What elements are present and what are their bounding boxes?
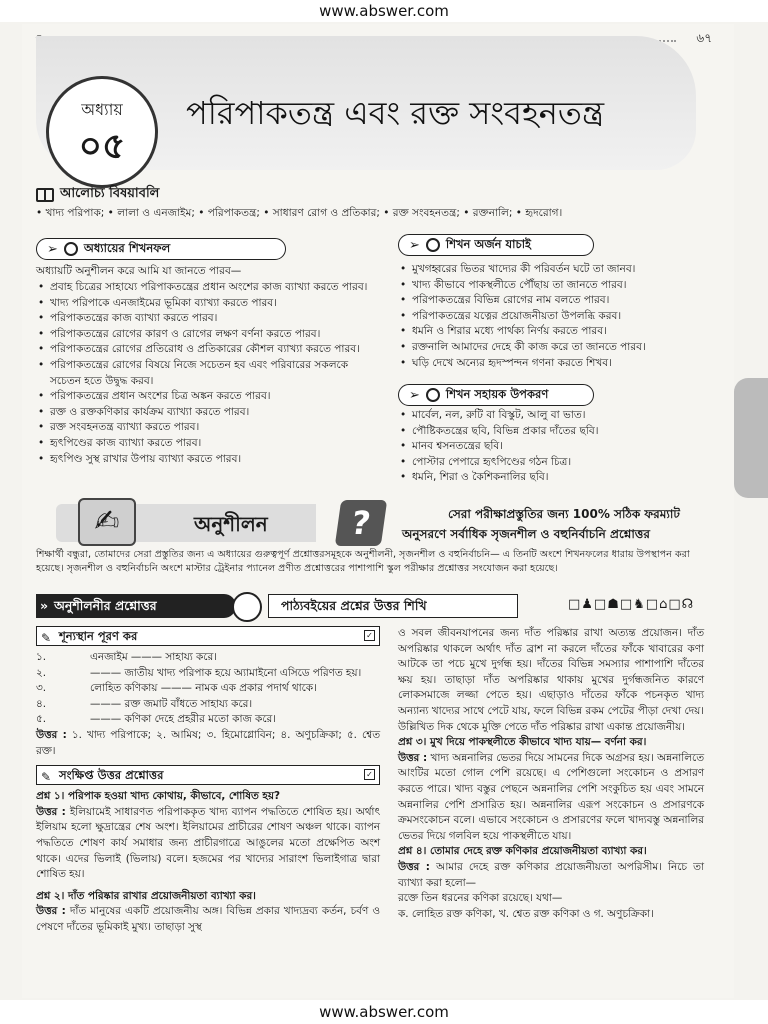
list-item: • ধমনি ও শিরার মধ্যে পার্থক্য নির্ণয় করতে পারব।: [398, 324, 698, 340]
list-item: • পরিপাকতন্ত্রের বিভিন্ন রোগের নাম বলতে পারব।: [398, 293, 698, 309]
answer-text: ১. খাদ্য পরিপাকে; ২. আমিষ; ৩. হিমোগ্লোবিন; ৪. অণুচক্রিকা; ৫. শ্বেত রক্ত।: [36, 728, 380, 757]
answer-1: [36, 805, 380, 883]
answer-2-continued: ও সবল জীবনযাপনের জন্য দাঁত পরিষ্কার রাখা অত্যন্ত প্রয়োজন। দাঁত অপরিষ্কার থাকলে অর্থাৎ দাঁত ব্রাশ না করলে দাঁতের ফাঁকে খাবারের কণা আটকে তা পচে মুখে দুর্গন্ধ হয়। দাঁতের বিভিন্ন সমস্যার পাশাপাশি দাঁতের ক্ষয় হয়। তাছাড়া দাঁত অপরিষ্কার থাকায় মুখের দুর্গন্ধজনিত কারণে লোকসমাজে লজ্জা পেতে হয়। এছাড়াও দাঁতের ফাঁকে পচনকৃত খাদ্য অন্যান্য খাদ্যের সাথে পেটে যায়, ফলে বিভিন্ন রকম পেটের পীড়া দেখা দেয়। উল্লিখিত দিক থেকে মুক্তি পেতে দাঁত পরিষ্কার রাখা একান্ত প্রয়োজনীয়।: [398, 627, 704, 733]
section-bar: [36, 594, 718, 620]
arrow-icon: ➢: [409, 237, 420, 253]
fill-blank-text: ——— জাতীয় খাদ্য পরিপাক হয়ে অ্যামাইনো এসিডে পরিণত হয়।: [90, 666, 362, 679]
fill-blank-item: [36, 697, 380, 713]
list-item: • ঘড়ি দেখে অন্যের হৃদস্পন্দন গণনা করতে শিখব।: [398, 356, 698, 372]
question-2: প্রশ্ন ২। দাঁত পরিষ্কার রাখার প্রয়োজনীয়তা ব্যাখ্যা কর।: [36, 889, 256, 902]
list-item: • পরিপাকতন্ত্রের রোগের প্রতিরোধ ও প্রতিকারের কৌশল ব্যাখ্যা করতে পারব।: [36, 342, 380, 358]
practice-band: [36, 498, 708, 548]
answer-text: দাঁত মানুষের একটি প্রয়োজনীয় অঙ্গ। বিভিন্ন প্রকার খাদ্যদ্রব্য কর্তন, চর্বণ ও পেষণে দাঁতের ভূমিকাই মুখ্য। তাছাড়া সুস্থ: [36, 905, 381, 933]
list-item: • রক্তনালি আমাদের দেহে কী কাজ করে তা জানতে পারব।: [398, 340, 698, 356]
fill-blank-number: ৫.: [36, 713, 47, 726]
list-item: • পরিপাকতন্ত্রের কাজ ব্যাখ্যা করতে পারব।: [36, 311, 380, 327]
question-4: প্রশ্ন ৪। তোমার দেহে রক্ত কণিকার প্রয়োজনীয়তা ব্যাখ্যা কর।: [398, 845, 647, 858]
materials-heading-label: শিখন সহায়ক উপকরণ: [445, 386, 549, 401]
question-mark-icon: ?: [335, 500, 387, 546]
list-item: • পরিপাকতন্ত্রের প্রধান অংশের চিত্র অঙ্কন করতে পারব।: [36, 389, 380, 405]
list-item: • পোস্টার পেপারে হৃৎপিণ্ডের গঠন চিত্র।: [398, 455, 698, 471]
head-icon: [232, 592, 262, 622]
outcomes-heading: [36, 238, 286, 260]
answer-text: খাদ্য অন্ননালির ভেতর দিয়ে সামনের দিকে অগ্রসর হয়। অন্ননালিতে আংটির মতো গোল পেশি রয়েছে। এ পেশিগুলো সংকোচন ও প্রসারণ করতে পারে। খাদ্য বস্তুর পেছনে অন্ননালির পেশি সংকুচিত হয় এবং সামনে অন্ননালির পেশি প্রসারিত হয়। অন্ননালির এরূপ সংকোচন ও প্রসারণকে ক্রমসংকোচন বলে। এভাবে সংকোচন ও প্রসারণের ফলে খাদ্যবস্তু অন্ননালির ভেতর দিয়ে গলবিল হয়ে পাকস্থলীতে যায়।: [398, 751, 704, 842]
chapter-badge: [46, 76, 158, 188]
fill-blank-text: এনজাইম ——— সাহায্য করে।: [90, 651, 217, 663]
target-icon: [426, 238, 440, 252]
arrow-icon: ➢: [409, 387, 420, 403]
pen-icon: ✎: [41, 631, 52, 645]
tools-icon: [426, 388, 440, 402]
question-3: প্রশ্ন ৩। মুখ দিয়ে পাকস্থলীতে কীভাবে খাদ্য যায়— বর্ণনা কর।: [398, 736, 647, 749]
fill-blank-number: ১.: [36, 651, 47, 663]
section-bar-left: [36, 594, 236, 618]
list-item: • খাদ্য পরিপাকে এনজাইমের ভূমিকা ব্যাখ্যা করতে পারব।: [36, 296, 380, 312]
site-url-bottom[interactable]: www.abswer.com: [0, 1000, 768, 1024]
chapter-title: পরিপাকতন্ত্র এবং রক্ত সংবহনতন্ত্র: [186, 94, 605, 132]
list-item: • পরিপাকতন্ত্রের যত্নের প্রয়োজনীয়তা উপলব্ধি করব।: [398, 309, 698, 325]
assessment-heading: [398, 234, 594, 256]
list-item: • হৃৎপিণ্ডের কাজ ব্যাখ্যা করতে পারব।: [36, 436, 380, 452]
book-icon: [36, 188, 54, 202]
fill-blank-text: ——— রক্ত জমাট বাঁধতে সাহায্য করে।: [90, 697, 253, 710]
double-chevron-icon: »: [40, 598, 49, 613]
list-item: • পরিপাকতন্ত্রের রোগের বিষয়ে নিজে সচেতন হব এবং পরিবারের সকলকে সচেতন হতে উদ্বুদ্ধ করব।: [36, 358, 380, 389]
list-item: • খাদ্য কীভাবে পাকস্থলীতে পৌঁছায় তা জানতে পারব।: [398, 278, 698, 294]
assessment-list: [398, 262, 698, 371]
practice-label: অনুশীলন: [194, 512, 268, 536]
fill-blanks-heading-label: শূন্যস্থান পূরণ কর: [59, 629, 138, 643]
topics-heading-label: আলোচ্য বিষয়াবলি: [60, 186, 160, 201]
answer-2: [36, 904, 380, 935]
list-item: • হৃৎপিণ্ড সুস্থ রাখার উপায় ব্যাখ্যা করতে পারব।: [36, 452, 380, 468]
right-column: [398, 626, 704, 922]
list-item: • মানব শ্বসনতন্ত্রের ছবি।: [398, 439, 698, 455]
list-item: • রক্ত ও রক্তকণিকার কার্যক্রম ব্যাখ্যা করতে পারব।: [36, 405, 380, 421]
writing-hand-icon: ✍: [78, 498, 136, 546]
section-bar-right: পাঠ্যবইয়ের প্রশ্নের উত্তর শিখি: [268, 594, 518, 618]
arrow-icon: ➢: [47, 241, 58, 257]
answer-4: [398, 860, 704, 891]
skill-icons: □♟□☗□♞□⌂□☊: [568, 597, 695, 612]
pen-icon: ✎: [41, 770, 52, 785]
outcomes-heading-label: অধ্যায়ের শিখনফল: [83, 240, 171, 255]
answer-text: আমার দেহে রক্ত কণিকার প্রয়োজনীয়তা অপরিসীম। নিচে তা ব্যাখ্যা করা হলো—: [398, 860, 704, 889]
answer-label: উত্তর :: [36, 905, 66, 918]
answer-label: উত্তর :: [36, 805, 66, 818]
site-url-top[interactable]: www.abswer.com: [0, 0, 768, 22]
fill-blanks-heading: [36, 626, 380, 646]
outcomes-intro: অধ্যায়টি অনুশীলন করে আমি যা জানতে পারব—: [36, 265, 242, 277]
question-1: প্রশ্ন ১। পরিপাক হওয়া খাদ্য কোথায়, কীভাবে, শোষিত হয়?: [36, 790, 281, 803]
short-qa-heading: [36, 765, 380, 785]
answer-label: উত্তর :: [36, 728, 67, 741]
page-number: ৬৭: [696, 31, 712, 45]
outcomes-list: [36, 280, 380, 467]
list-item: • রক্ত সংবহনতন্ত্র ব্যাখ্যা করতে পারব।: [36, 420, 380, 436]
answer-3: [398, 751, 704, 845]
answer-label: উত্তর :: [398, 751, 428, 764]
fill-blank-item: [36, 681, 380, 697]
list-item: • মার্বেল, নল, রুটি বা বিস্কুট, আলু বা ভাত।: [398, 408, 698, 424]
chapter-number: ০৫: [78, 126, 126, 167]
answer-4-line-3: ক. লোহিত রক্ত কণিকা, খ. শ্বেত রক্ত কণিকা ও গ. অণুচক্রিকা।: [398, 907, 654, 920]
fill-blank-number: ৩.: [36, 682, 47, 695]
checkbox-icon[interactable]: ✓: [364, 630, 375, 641]
practice-intro: শিক্ষার্থী বন্ধুরা, তোমাদের সেরা প্রস্তুতির জন্য এ অধ্যায়ের গুরুত্বপূর্ণ প্রশ্নোত্তরসমূহকে অনুশীলনী, সৃজনশীল ও বহুনির্বাচনি— এ তিনটি অংশে শিখনফলের ধারায় উপস্থাপন করা হয়েছে। সৃজনশীল ও বহুনির্বাচনি অংশে মাস্টার ট্রেইনার প্যানেল প্রণীত প্রশ্নোত্তরের পাশাপাশি স্কুল পরীক্ষার প্রশ্নোত্তর সংযোজন করা হয়েছে।: [36, 549, 690, 574]
fill-blank-text: লোহিত কণিকায় ——— নামক এক প্রকার পদার্থ থাকে।: [90, 682, 317, 695]
materials-list: [398, 408, 698, 486]
fill-blank-item: [36, 712, 380, 728]
practice-tagline-1: সেরা পরীক্ষাপ্রস্তুতির জন্য 100% সঠিক ফরম্যাট: [448, 507, 680, 521]
side-tab: [734, 378, 768, 498]
fill-blank-text: ——— কণিকা দেহে প্রহরীর মতো কাজ করে।: [90, 713, 276, 726]
short-qa-heading-label: সংক্ষিপ্ত উত্তর প্রশ্নোত্তর: [59, 768, 164, 783]
fill-blank-item: [36, 650, 380, 666]
left-column: [36, 626, 380, 936]
fill-blank-number: ৪.: [36, 697, 47, 710]
fill-blanks-list: [36, 650, 380, 728]
cube-icon: [64, 242, 78, 256]
list-item: • ধমনি, শিরা ও কৈশিকনালির ছবি।: [398, 470, 698, 486]
answer-label: উত্তর :: [398, 860, 430, 873]
checkbox-icon[interactable]: ✓: [364, 769, 375, 780]
topics-list: • খাদ্য পরিপাক; • লালা ও এনজাইম; • পরিপাকতন্ত্র; • সাধারণ রোগ ও প্রতিকার; • রক্ত সংবহনতন্ত্র; • রক্তনালি; • হৃদরোগ।: [36, 207, 563, 219]
list-item: • পরিপাকতন্ত্রের রোগের কারণ ও রোগের লক্ষণ বর্ণনা করতে পারব।: [36, 327, 380, 343]
answer-text: ইলিয়ামেই সাধারণত পরিপাককৃত খাদ্য ব্যাপন পদ্ধতিতে শোষিত হয়। অর্থাৎ ইলিয়াম হলো ক্ষুদ্রান্ত্রের শেষ অংশ। ইলিয়ামের প্রাচীরের শোষণ অঞ্চল থাকে। ব্যাপন পদ্ধতিতে শোষণ কার্য সমাধার জন্য প্রাচীরগাত্রে আঙুলের মতো প্রক্ষেপিত অংশ থাকে। এদের ভিলাই (ভিলায়) বলে। হজমের পর খাদ্যের সারাংশ ভিলাইগাত্র দ্বারা শোষিত হয়।: [36, 805, 380, 881]
fill-blanks-answer: [36, 728, 380, 759]
assessment-heading-label: শিখন অর্জন যাচাই: [445, 236, 532, 251]
practice-tagline-2: অনুসরণে সর্বাধিক সৃজনশীল ও বহুনির্বাচনি প্রশ্নোত্তর: [402, 527, 650, 541]
fill-blank-number: ২.: [36, 666, 47, 679]
materials-heading: [398, 384, 594, 406]
answer-4-line-2: রক্তে তিন ধরনের কণিকা রয়েছে। যথা—: [398, 892, 563, 905]
list-item: • পৌষ্টিকতন্ত্রের ছবি, বিভিন্ন প্রকার দাঁতের ছবি।: [398, 424, 698, 440]
topics-heading: [36, 184, 159, 205]
fill-blank-item: [36, 666, 380, 682]
section-bar-left-label: অনুশীলনীর প্রশ্নোত্তর: [54, 598, 157, 613]
list-item: • প্রবাহ চিত্রের সাহায্যে পরিপাকতন্ত্রের প্রধান অংশের কাজ ব্যাখ্যা করতে পারব।: [36, 280, 380, 296]
chapter-word: অধ্যায়: [81, 100, 123, 119]
list-item: • মুখগহ্বরের ভিতর খাদ্যের কী পরিবর্তন ঘটে তা জানব।: [398, 262, 698, 278]
